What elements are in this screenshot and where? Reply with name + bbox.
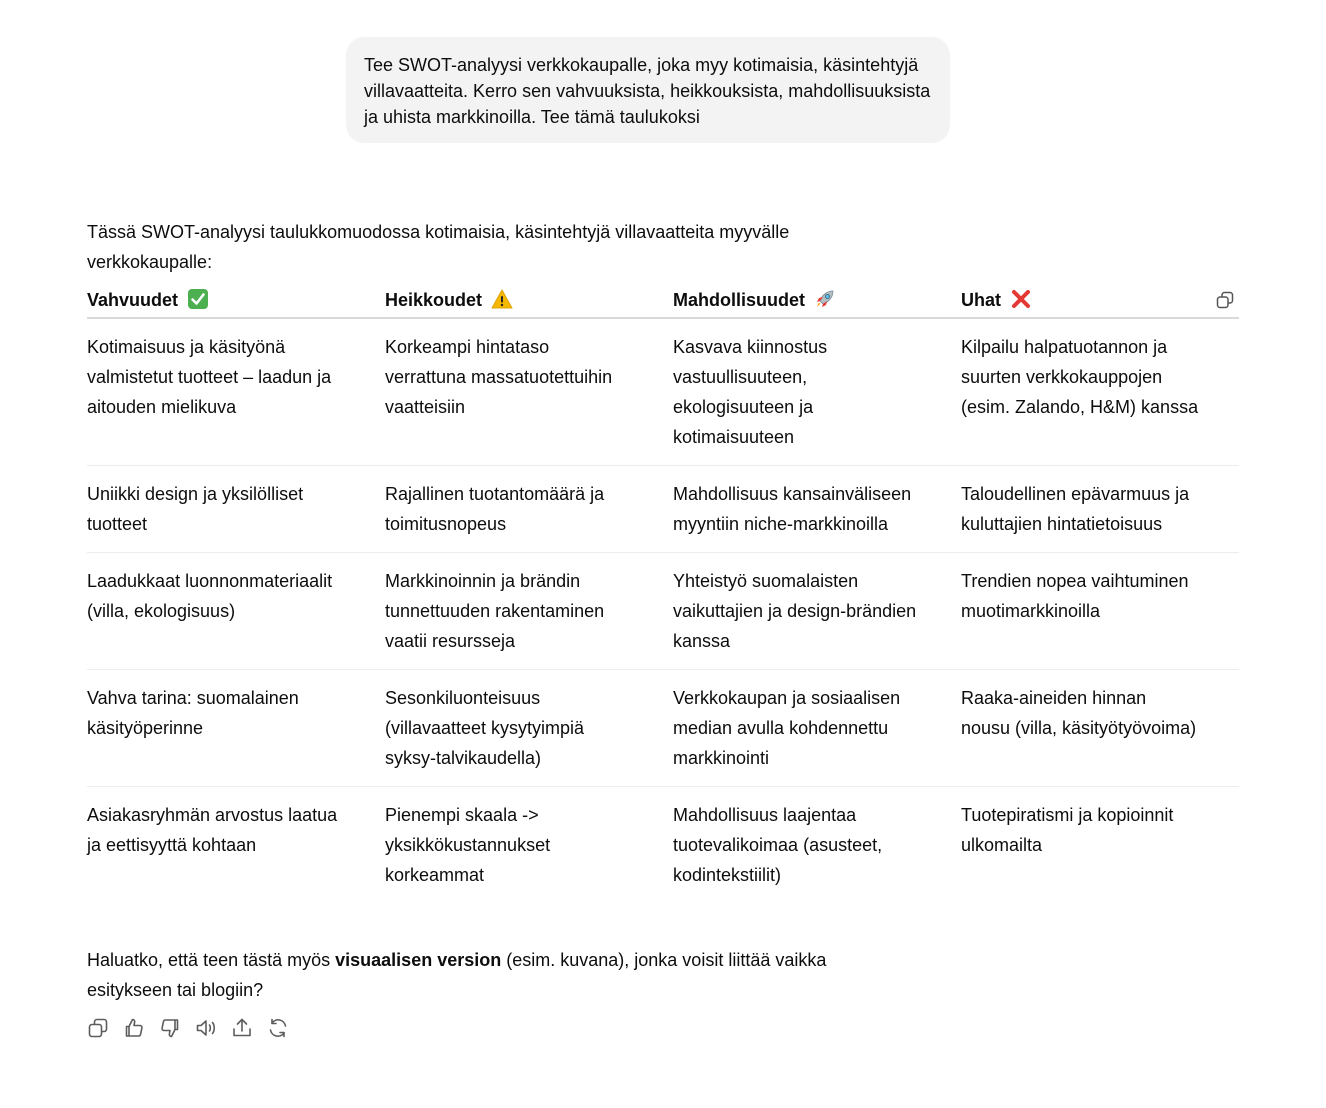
assistant-outro-text <box>87 945 907 1005</box>
table-row <box>87 787 1239 904</box>
table-cell: Laadukkaat luonnonmateriaalit (villa, ekologisuus) <box>87 553 385 670</box>
share-icon <box>230 1016 254 1040</box>
message-action-bar <box>86 1016 290 1040</box>
check-emoji-icon <box>187 288 209 310</box>
table-cell: Pienempi skaala -> yksikkökustannukset korkeammat <box>385 805 551 885</box>
table-cell: Tuotepiratismi ja kopioinnit ulkomailta <box>961 805 1174 855</box>
thumbs-up-button[interactable] <box>122 1016 146 1040</box>
table-cell: Mahdollisuus laajentaa tuotevalikoimaa (asusteet, kodintekstiilit) <box>673 805 883 885</box>
header-weaknesses <box>385 282 673 318</box>
swot-table <box>87 282 1239 903</box>
warning-emoji-icon <box>491 288 513 310</box>
table-cell: Asiakasryhmän arvostus laatua ja eettisyyttä kohtaan <box>87 805 338 855</box>
header-threats <box>961 282 1239 318</box>
header-label: Uhat <box>961 289 1001 310</box>
header-label: Mahdollisuudet <box>673 289 805 310</box>
table-cell: Mahdollisuus kansainväliseen myyntiin niche-markkinoilla <box>673 466 961 553</box>
table-cell: Rajallinen tuotantomäärä ja toimitusnopeus <box>385 466 673 553</box>
copy-button[interactable] <box>86 1016 110 1040</box>
table-cell: Kasvava kiinnostus vastuullisuuteen, ekologisuuteen ja kotimaisuuteen <box>673 318 961 466</box>
rocket-emoji-icon <box>814 288 836 310</box>
header-opportunities <box>673 282 961 318</box>
table-row <box>87 466 1239 553</box>
table-cell: Verkkokaupan ja sosiaalisen median avulla kohdennettu markkinointi <box>673 670 961 787</box>
thumbs-up-icon <box>122 1016 146 1040</box>
table-cell: Vahva tarina: suomalainen käsityöperinne <box>87 670 385 787</box>
table-cell: Kotimaisuus ja käsityönä valmistetut tuotteet – laadun ja aitouden mielikuva <box>87 318 385 466</box>
header-label: Vahvuudet <box>87 289 179 310</box>
table-cell: Taloudellinen epävarmuus ja kuluttajien hintatietoisuus <box>961 466 1239 553</box>
header-label: Heikkoudet <box>385 289 483 310</box>
table-cell: Raaka-aineiden hinnan nousu (villa, käsityötyövoima) <box>961 670 1239 787</box>
table-cell: Markkinoinnin ja brändin tunnettuuden rakentaminen vaatii resursseja <box>385 553 673 670</box>
header-strengths <box>87 282 385 318</box>
table-row <box>87 670 1239 787</box>
table-cell: Uniikki design ja yksilölliset tuotteet <box>87 466 385 553</box>
outro-text-start: Haluatko, että teen tästä myös <box>87 950 336 970</box>
assistant-intro-text: Tässä SWOT-analyysi taulukkomuodossa kotimaisia, käsintehtyjä villavaatteita myyvälle verkkokaupalle: <box>87 222 790 272</box>
table-row <box>87 553 1239 670</box>
regenerate-icon <box>266 1016 290 1040</box>
thumbs-down-icon <box>158 1016 182 1040</box>
thumbs-down-button[interactable] <box>158 1016 182 1040</box>
user-message-bubble: Tee SWOT-analyysi verkkokaupalle, joka myy kotimaisia, käsintehtyjä villavaatteita. Kerro sen vahvuuksista, heikkouksista, mahdollisuuksista ja uhista markkinoilla. Tee tämä taulukoksi <box>346 37 950 143</box>
table-row <box>87 318 1239 466</box>
table-cell: Trendien nopea vaihtuminen muotimarkkinoilla <box>961 553 1239 670</box>
outro-bold-text: visuaalisen version <box>335 950 502 970</box>
table-cell: Yhteistyö suomalaisten vaikuttajien ja design-brändien kanssa <box>673 553 961 670</box>
regenerate-button[interactable] <box>266 1016 290 1040</box>
table-cell: Korkeampi hintataso verrattuna massatuotettuihin vaatteisiin <box>385 318 673 466</box>
cross-emoji-icon <box>1010 288 1032 310</box>
copy-icon <box>86 1016 110 1040</box>
table-cell: Sesonkiluonteisuus (villavaatteet kysytyimpiä syksy-talvikaudella) <box>385 670 673 787</box>
outro-text-end: (esim. kuvana), jonka voisit liittää vaikka esitykseen tai blogiin? <box>87 950 827 1000</box>
read-aloud-icon <box>194 1016 218 1040</box>
read-aloud-button[interactable] <box>194 1016 218 1040</box>
swot-header-row <box>87 282 1239 318</box>
table-cell: Kilpailu halpatuotannon ja suurten verkkokauppojen (esim. Zalando, H&M) kanssa <box>961 318 1239 466</box>
share-button[interactable] <box>230 1016 254 1040</box>
copy-table-icon[interactable] <box>1215 290 1235 310</box>
